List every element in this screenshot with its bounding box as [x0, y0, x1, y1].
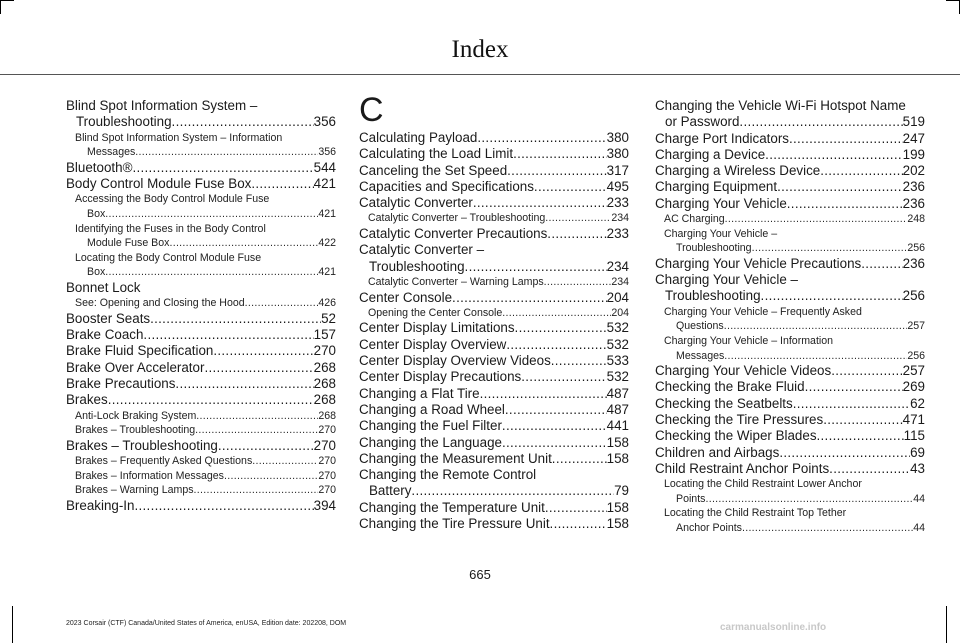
- index-entry[interactable]: [66, 98, 336, 131]
- page-reference[interactable]: 256: [902, 288, 925, 304]
- dot-leader: [551, 353, 607, 369]
- page-reference[interactable]: 317: [606, 162, 629, 178]
- index-entry[interactable]: [655, 428, 925, 444]
- page-reference[interactable]: 202: [902, 163, 925, 179]
- page-reference[interactable]: 256: [907, 349, 925, 362]
- dot-leader: [218, 438, 314, 454]
- page-reference[interactable]: 79: [614, 483, 629, 499]
- index-entry[interactable]: [655, 363, 925, 379]
- index-entry[interactable]: [66, 280, 336, 296]
- dot-leader: [452, 290, 607, 306]
- dot-leader: [175, 376, 313, 392]
- index-entry[interactable]: [359, 130, 629, 146]
- entry-text: Calculating the Load Limit: [359, 146, 514, 162]
- entry-text: Changing a Road Wheel: [359, 401, 505, 417]
- page-reference[interactable]: 422: [318, 237, 336, 250]
- index-entry[interactable]: [359, 451, 629, 467]
- index-subentry[interactable]: [66, 192, 336, 221]
- index-entry[interactable]: [66, 360, 336, 376]
- index-subentry[interactable]: [655, 334, 925, 363]
- dot-leader: [195, 423, 318, 438]
- dot-leader: [789, 131, 903, 147]
- entry-text: Charging Your Vehicle: [655, 195, 787, 211]
- index-entry[interactable]: [359, 226, 629, 242]
- index-entry[interactable]: [359, 320, 629, 336]
- watermark: carmanualsonline.info: [720, 622, 827, 633]
- page-reference[interactable]: 270: [318, 469, 336, 482]
- page-reference[interactable]: 269: [902, 379, 925, 395]
- page-reference[interactable]: 247: [902, 130, 925, 146]
- dot-leader: [515, 320, 607, 336]
- page-reference[interactable]: 115: [903, 428, 925, 444]
- entry-text: Blind Spot Information System –: [66, 98, 258, 113]
- dot-leader: [507, 163, 607, 179]
- index-subentry[interactable]: [655, 305, 925, 334]
- dot-leader: [861, 256, 902, 272]
- entry-text: or Password: [665, 114, 740, 130]
- entry-text: Brakes: [66, 392, 108, 408]
- dot-leader: [502, 418, 607, 434]
- dot-leader: [502, 435, 607, 451]
- entry-text: Changing a Flat Tire: [359, 385, 480, 401]
- entry-text: Charging Your Vehicle –: [664, 227, 778, 240]
- index-entry[interactable]: [359, 516, 629, 532]
- index-subentry[interactable]: [655, 506, 925, 535]
- index-entry[interactable]: [359, 290, 629, 306]
- entry-text: Box: [87, 207, 106, 220]
- dot-leader: [787, 196, 903, 212]
- dot-leader: [204, 360, 313, 376]
- entry-text: Battery: [369, 483, 412, 499]
- entry-text: Blind Spot Information System – Information: [75, 131, 283, 144]
- page-reference[interactable]: 234: [611, 212, 629, 225]
- entry-text: Charging Your Vehicle Precautions: [655, 255, 862, 271]
- index-entry[interactable]: [359, 163, 629, 179]
- page-reference[interactable]: 426: [318, 297, 336, 310]
- dot-leader: [196, 409, 318, 424]
- page-reference[interactable]: 532: [606, 369, 629, 385]
- page-reference[interactable]: 533: [606, 353, 629, 369]
- dot-leader: [779, 445, 910, 461]
- entry-text: Charging Equipment: [655, 179, 778, 195]
- entry-text: Troubleshooting: [676, 242, 752, 255]
- index-entry[interactable]: [359, 146, 629, 162]
- page-reference[interactable]: 234: [611, 275, 629, 288]
- page-reference[interactable]: 544: [313, 159, 336, 175]
- page-reference[interactable]: 495: [606, 178, 629, 194]
- entry-text: Messages: [676, 349, 725, 362]
- index-entry[interactable]: [359, 386, 629, 402]
- index-subentry[interactable]: [359, 275, 629, 290]
- page-reference[interactable]: 158: [606, 450, 629, 466]
- dot-leader: [831, 363, 902, 379]
- page-reference[interactable]: 248: [907, 213, 925, 226]
- dot-leader: [134, 498, 313, 514]
- entry-text: Center Console: [359, 289, 453, 305]
- dot-leader: [544, 275, 612, 290]
- dot-leader: [480, 386, 607, 402]
- entry-text: Locating the Child Restraint Lower Anchor: [664, 478, 862, 491]
- index-entry[interactable]: [655, 179, 925, 195]
- dot-leader: [473, 195, 607, 211]
- entry-text: Children and Airbags: [655, 444, 780, 460]
- entry-text: Identifying the Fuses in the Body Control: [75, 222, 266, 235]
- dot-leader: [465, 259, 607, 275]
- page-reference[interactable]: 441: [606, 418, 629, 434]
- page-reference[interactable]: 157: [313, 327, 336, 343]
- entry-text: Charging a Wireless Device: [655, 163, 821, 179]
- page-title: Index: [451, 36, 509, 63]
- page-reference[interactable]: 421: [318, 207, 336, 220]
- page-reference[interactable]: 233: [606, 195, 629, 211]
- entry-text: Catalytic Converter – Warning Lamps: [368, 275, 544, 288]
- dot-leader: [724, 319, 908, 334]
- dot-leader: [724, 349, 907, 364]
- section-letter: C: [359, 91, 384, 129]
- page-reference[interactable]: 270: [318, 455, 336, 468]
- dot-leader: [823, 412, 902, 428]
- dot-leader: [752, 241, 908, 256]
- page-reference[interactable]: 257: [907, 320, 925, 333]
- page-reference[interactable]: 270: [318, 484, 336, 497]
- page-reference[interactable]: 204: [606, 289, 629, 305]
- page-reference[interactable]: 268: [318, 409, 336, 422]
- index-entry[interactable]: [655, 445, 925, 461]
- index-entry[interactable]: [655, 461, 925, 477]
- entry-text: Brakes – Troubleshooting: [75, 424, 196, 437]
- entry-text: Troubleshooting: [665, 288, 761, 304]
- page-reference[interactable]: 257: [902, 363, 925, 379]
- entry-text: Charge Port Indicators: [655, 130, 789, 146]
- entry-text: Box: [87, 266, 106, 279]
- entry-text: Center Display Limitations: [359, 320, 515, 336]
- entry-text: Catalytic Converter –: [359, 242, 485, 258]
- index-entry[interactable]: [66, 311, 336, 327]
- dot-leader: [777, 179, 903, 195]
- index-entry[interactable]: [359, 179, 629, 195]
- header-rule: [0, 74, 960, 75]
- entry-text: Brakes – Troubleshooting: [66, 437, 218, 453]
- entry-text: Locating the Body Control Module Fuse: [75, 251, 262, 264]
- entry-text: Bonnet Lock: [66, 279, 141, 295]
- page-reference[interactable]: 394: [313, 497, 336, 513]
- dot-leader: [739, 114, 902, 130]
- entry-text: Checking the Tire Pressures: [655, 412, 824, 428]
- entry-text: Charging Your Vehicle – Frequently Asked: [664, 305, 862, 318]
- entry-text: Breaking-In: [66, 497, 135, 513]
- dot-leader: [534, 179, 607, 195]
- page-reference[interactable]: 236: [902, 195, 925, 211]
- index-subentry[interactable]: [66, 409, 336, 424]
- dot-leader: [513, 146, 607, 162]
- index-subentry[interactable]: [359, 306, 629, 321]
- dot-leader: [545, 500, 607, 516]
- footer-edition: 2023 Corsair (CTF) Canada/United States of America, enUSA, Edition date: 202208, DOM: [66, 620, 347, 627]
- entry-text: Points: [676, 492, 706, 505]
- entry-text: Body Control Module Fuse Box: [66, 176, 252, 192]
- entry-text: Anti-Lock Braking System: [75, 409, 197, 422]
- dot-leader: [505, 402, 607, 418]
- dot-leader: [545, 211, 611, 226]
- page-reference[interactable]: 234: [606, 258, 629, 274]
- index-subentry[interactable]: [655, 212, 925, 227]
- entry-text: Brake Fluid Specification: [66, 343, 214, 359]
- entry-text: Booster Seats: [66, 310, 151, 326]
- dot-leader: [477, 130, 606, 146]
- dot-leader: [761, 288, 903, 304]
- index-entry[interactable]: [359, 402, 629, 418]
- page-reference[interactable]: 532: [606, 320, 629, 336]
- index-entry[interactable]: [655, 272, 925, 305]
- page-reference[interactable]: 268: [313, 359, 336, 375]
- dot-leader: [805, 379, 903, 395]
- index-subentry[interactable]: [66, 483, 336, 498]
- entry-text: Locating the Child Restraint Top Tether: [664, 507, 847, 520]
- page-reference[interactable]: 236: [902, 179, 925, 195]
- dot-leader: [213, 343, 313, 359]
- index-entry[interactable]: [66, 392, 336, 408]
- dot-leader: [793, 396, 910, 412]
- entry-text: Checking the Wiper Blades: [655, 428, 817, 444]
- dot-leader: [251, 176, 313, 192]
- index-subentry[interactable]: [655, 227, 925, 256]
- entry-text: Changing the Language: [359, 434, 502, 450]
- index-entry[interactable]: [359, 195, 629, 211]
- entry-text: Center Display Precautions: [359, 369, 522, 385]
- entry-text: Charging Your Vehicle –: [655, 272, 798, 288]
- index-entry[interactable]: [655, 131, 925, 147]
- entry-text: Brakes – Information Messages: [75, 469, 224, 482]
- entry-text: Changing the Remote Control: [359, 467, 537, 483]
- entry-text: See: Opening and Closing the Hood: [75, 297, 245, 310]
- page-reference[interactable]: 158: [606, 434, 629, 450]
- entry-text: Checking the Seatbelts: [655, 395, 793, 411]
- page-reference[interactable]: 44: [913, 521, 925, 534]
- page-reference[interactable]: 487: [606, 385, 629, 401]
- dot-leader: [252, 454, 318, 469]
- index-entry[interactable]: [66, 160, 336, 176]
- index-entry[interactable]: [655, 196, 925, 212]
- index-subentry[interactable]: [66, 296, 336, 311]
- dot-leader: [105, 265, 318, 280]
- entry-text: Brake Over Accelerator: [66, 359, 205, 375]
- entry-text: Changing the Fuel Filter: [359, 418, 502, 434]
- page-number: 665: [469, 567, 491, 582]
- page-reference[interactable]: 256: [907, 242, 925, 255]
- dot-leader: [521, 369, 606, 385]
- index-entry[interactable]: [359, 500, 629, 516]
- dot-leader: [172, 114, 314, 130]
- entry-text: Checking the Brake Fluid: [655, 379, 805, 395]
- dot-leader: [245, 296, 319, 311]
- index-entry[interactable]: [655, 256, 925, 272]
- page-reference[interactable]: 52: [321, 310, 336, 326]
- page-reference[interactable]: 62: [910, 395, 925, 411]
- index-entry[interactable]: [655, 147, 925, 163]
- page-reference[interactable]: 270: [313, 343, 336, 359]
- dot-leader: [143, 327, 313, 343]
- entry-text: Brakes – Frequently Asked Questions: [75, 455, 253, 468]
- page-reference[interactable]: 356: [313, 114, 336, 130]
- index-entry[interactable]: [66, 327, 336, 343]
- page-reference[interactable]: 268: [313, 376, 336, 392]
- dot-leader: [742, 521, 913, 536]
- dot-leader: [550, 516, 607, 532]
- entry-text: Charging Your Vehicle – Information: [664, 334, 834, 347]
- index-subentry[interactable]: [66, 454, 336, 469]
- page-reference[interactable]: 43: [910, 460, 925, 476]
- entry-text: Brake Coach: [66, 327, 144, 343]
- entry-text: Changing the Tire Pressure Unit: [359, 516, 550, 532]
- entry-text: Bluetooth®: [66, 159, 133, 175]
- dot-leader: [817, 428, 904, 444]
- entry-text: Child Restraint Anchor Points: [655, 460, 830, 476]
- page-reference[interactable]: 233: [606, 226, 629, 242]
- page-reference[interactable]: 270: [318, 424, 336, 437]
- dot-leader: [765, 147, 902, 163]
- index-entry[interactable]: [655, 163, 925, 179]
- index-entry[interactable]: [359, 369, 629, 385]
- entry-text: Anchor Points: [676, 521, 742, 534]
- dot-leader: [552, 451, 607, 467]
- page-reference[interactable]: 204: [611, 306, 629, 319]
- page-reference[interactable]: 487: [606, 401, 629, 417]
- page-reference[interactable]: 44: [913, 492, 925, 505]
- dot-leader: [194, 483, 319, 498]
- entry-text: Catalytic Converter Precautions: [359, 226, 548, 242]
- index-subentry[interactable]: [655, 477, 925, 506]
- index-subentry[interactable]: [66, 222, 336, 251]
- entry-text: Changing the Vehicle Wi-Fi Hotspot Name: [655, 98, 906, 113]
- dot-leader: [108, 392, 314, 408]
- entry-text: Catalytic Converter – Troubleshooting: [368, 212, 546, 225]
- dot-leader: [150, 311, 321, 327]
- index-entry[interactable]: [66, 498, 336, 514]
- index-entry[interactable]: [655, 412, 925, 428]
- entry-text: Center Display Overview: [359, 336, 507, 352]
- index-entry[interactable]: [655, 379, 925, 395]
- index-subentry[interactable]: [359, 211, 629, 226]
- entry-text: Changing the Measurement Unit: [359, 450, 552, 466]
- index-entry[interactable]: [655, 396, 925, 412]
- dot-leader: [502, 306, 611, 321]
- entry-text: Module Fuse Box: [87, 237, 170, 250]
- page-reference[interactable]: 421: [318, 266, 336, 279]
- page-reference[interactable]: 268: [313, 392, 336, 408]
- entry-text: Catalytic Converter: [359, 195, 473, 211]
- index-entry[interactable]: [66, 343, 336, 359]
- entry-text: Brake Precautions: [66, 376, 176, 392]
- dot-leader: [547, 226, 606, 242]
- dot-leader: [132, 160, 313, 176]
- index-entry[interactable]: [655, 98, 925, 131]
- page-reference[interactable]: 380: [606, 130, 629, 145]
- dot-leader: [411, 483, 614, 499]
- page-reference[interactable]: 69: [910, 444, 925, 460]
- page-reference[interactable]: 356: [318, 146, 336, 159]
- page-reference[interactable]: 199: [902, 146, 925, 162]
- index-column-1: [66, 98, 336, 514]
- entry-text: Calculating Payload: [359, 130, 478, 145]
- page-reference[interactable]: 532: [606, 336, 629, 352]
- entry-text: Accessing the Body Control Module Fuse: [75, 193, 270, 206]
- index-entry[interactable]: [359, 242, 629, 275]
- index-subentry[interactable]: [66, 423, 336, 438]
- entry-text: Messages: [87, 146, 136, 159]
- dot-leader: [105, 207, 318, 222]
- dot-leader: [829, 461, 910, 477]
- entry-text: Changing the Temperature Unit: [359, 499, 545, 515]
- dot-leader: [820, 163, 902, 179]
- entry-text: AC Charging: [664, 213, 725, 226]
- index-subentry[interactable]: [66, 251, 336, 280]
- page-reference[interactable]: 380: [606, 146, 629, 162]
- page-reference[interactable]: 270: [313, 437, 336, 453]
- index-subentry[interactable]: [66, 131, 336, 160]
- dot-leader: [506, 337, 606, 353]
- index-entry[interactable]: [359, 467, 629, 500]
- entry-text: Capacities and Specifications: [359, 178, 534, 194]
- page-reference[interactable]: 519: [902, 114, 925, 130]
- entry-text: Charging a Device: [655, 146, 766, 162]
- dot-leader: [224, 469, 318, 484]
- index-column-2: [359, 91, 629, 532]
- entry-text: Center Display Overview Videos: [359, 353, 551, 369]
- entry-text: Charging Your Vehicle Videos: [655, 363, 832, 379]
- index-entry[interactable]: [359, 435, 629, 451]
- index-entry[interactable]: [66, 376, 336, 392]
- page-reference[interactable]: 471: [902, 412, 925, 428]
- page-reference[interactable]: 158: [606, 499, 629, 515]
- entry-text: Troubleshooting: [76, 114, 172, 130]
- dot-leader: [169, 236, 318, 251]
- entry-text: Questions: [676, 320, 724, 333]
- page-reference[interactable]: 236: [902, 255, 925, 271]
- entry-text: Opening the Center Console: [368, 306, 503, 319]
- index-entry[interactable]: [66, 438, 336, 454]
- page-reference[interactable]: 421: [313, 176, 336, 192]
- page-reference[interactable]: 158: [606, 516, 629, 532]
- index-entry[interactable]: [359, 418, 629, 434]
- index-column-3: [655, 98, 925, 536]
- entry-text: Troubleshooting: [369, 258, 465, 274]
- dot-leader: [135, 145, 318, 160]
- dot-leader: [725, 212, 908, 227]
- index-subentry[interactable]: [66, 469, 336, 484]
- entry-text: Brakes – Warning Lamps: [75, 484, 194, 497]
- dot-leader: [705, 492, 913, 507]
- index-entry[interactable]: [359, 337, 629, 353]
- index-entry[interactable]: [359, 353, 629, 369]
- index-entry[interactable]: [66, 176, 336, 192]
- entry-text: Canceling the Set Speed: [359, 162, 508, 178]
